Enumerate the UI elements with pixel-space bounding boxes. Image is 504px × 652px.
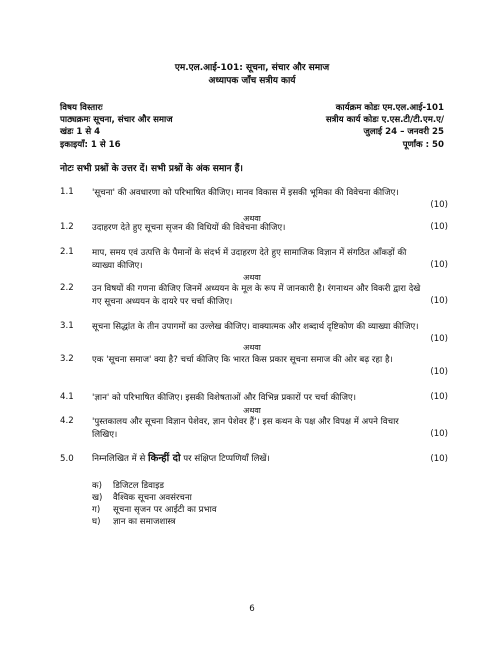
sub-item-text: वैश्विक सूचना अवसंरचना: [113, 493, 192, 503]
meta-max-marks: पूर्णांक : 50: [402, 140, 444, 150]
meta-subject: विषय विस्तारः: [60, 103, 103, 113]
question-text: सूचना सिद्धांत के तीन उपागमों का उल्लेख कीजिए। वाक्यात्मक और शब्दार्थ दृष्टिकोण की व्याख्या कीजिए।: [92, 322, 419, 332]
meta-assignment-code: सत्रीय कार्य कोडः ए.एस.टी/टी.एम.ए/: [325, 115, 444, 125]
question-marks: (10): [430, 367, 448, 377]
question-marks: (10): [430, 222, 448, 232]
question-text: 'सूचना' की अवधारणा को परिभाषित कीजिए। मानव विकास में इसकी भूमिका की विवेचना कीजिए।: [92, 188, 399, 198]
sub-item-label: घ): [92, 517, 101, 527]
meta-programme-code: कार्यक्रम कोडः एम.एल.आई-101: [335, 103, 444, 113]
question-marks: (10): [430, 392, 448, 402]
question-text-part: निम्नलिखित में से: [92, 454, 149, 464]
instructions-note: नोटः सभी प्रश्नों के उत्तर दें। सभी प्रश्नों के अंक समान हैं।: [60, 164, 243, 174]
sub-item-label: ग): [92, 505, 101, 515]
meta-session: जुलाई 24 – जनवरी 25: [363, 127, 444, 137]
question-marks: (10): [430, 260, 448, 270]
page-subtitle: अध्यापक जाँच सत्रीय कार्य: [208, 76, 296, 86]
question-number: 2.2: [60, 283, 74, 293]
question-number: 2.1: [60, 247, 74, 257]
question-text: एक 'सूचना समाज' क्या है? चर्चा कीजिए कि भारत किस प्रकार सूचना समाज की ओर बढ़ रहा है।: [92, 355, 393, 365]
sub-item-text: सूचना सृजन पर आईटी का प्रभाव: [113, 505, 217, 515]
question-marks: (10): [430, 296, 448, 306]
meta-course: पाठ्यक्रमः सूचना, संचार और समाज: [60, 115, 173, 125]
question-marks: (10): [430, 200, 448, 210]
question-marks: (10): [430, 429, 448, 439]
question-number: 1.2: [60, 222, 74, 232]
question-text-part: पर संक्षिप्त टिप्पणियाँ लिखें।: [180, 454, 270, 464]
sub-item-label: ख): [92, 493, 103, 503]
or-divider: अथवा: [243, 273, 261, 282]
or-divider: अथवा: [243, 406, 261, 415]
question-number: 3.2: [60, 354, 74, 364]
question-number: 4.2: [60, 416, 74, 426]
question-number: 4.1: [60, 392, 74, 402]
question-text: उदाहरण देते हुए सूचना सृजन की विधियों की विवेचना कीजिए।: [92, 223, 286, 233]
or-divider: अथवा: [243, 343, 261, 352]
sub-item-text: ज्ञान का समाजशास्त्र: [113, 517, 176, 527]
meta-units: इकाइयाँ: 1 से 16: [60, 140, 121, 150]
question-number: 1.1: [60, 187, 74, 197]
question-emphasis: किन्हीं दो: [148, 453, 181, 464]
question-text: 'पुस्तकालय और सूचना विज्ञान पेशेवर, ज्ञान पेशेवर हैं'। इस कथन के पक्ष और विपक्ष में अपने विचार लिखिए।: [92, 417, 399, 440]
question-number: 5.0: [60, 454, 74, 464]
sub-item-label: क): [92, 481, 102, 491]
sub-item-text: डिजिटल डिवाइड: [113, 481, 164, 491]
meta-blocks: खंडः 1 से 4: [60, 127, 101, 137]
page-number: 6: [249, 604, 255, 614]
page-title: एम.एल.आई-101: सूचना, संचार और समाज: [174, 63, 330, 73]
question-marks: (10): [430, 454, 448, 464]
question-text: उन विषयों की गणना कीजिए जिनमें अध्ययन के मूल के रूप में जानकारी है। रंगनाथन और विकरी द्वारा देखे गए सूचना अध्ययन के दायरे पर चर्चा कीजिए।: [92, 284, 421, 307]
question-text: माप, समय एवं उत्पत्ति के पैमानों के संदर्भ में उदाहरण देते हुए सामाजिक विज्ञान में संगठित आँकड़ों की व्याख्या कीजिए।: [92, 248, 407, 271]
question-text: 'ज्ञान' को परिभाषित कीजिए। इसकी विशेषताओं और विभिन्न प्रकारों पर चर्चा कीजिए।: [92, 393, 357, 403]
question-text: [92, 452, 422, 466]
question-marks: (10): [430, 334, 448, 344]
or-divider: अथवा: [243, 214, 261, 223]
question-number: 3.1: [60, 321, 74, 331]
